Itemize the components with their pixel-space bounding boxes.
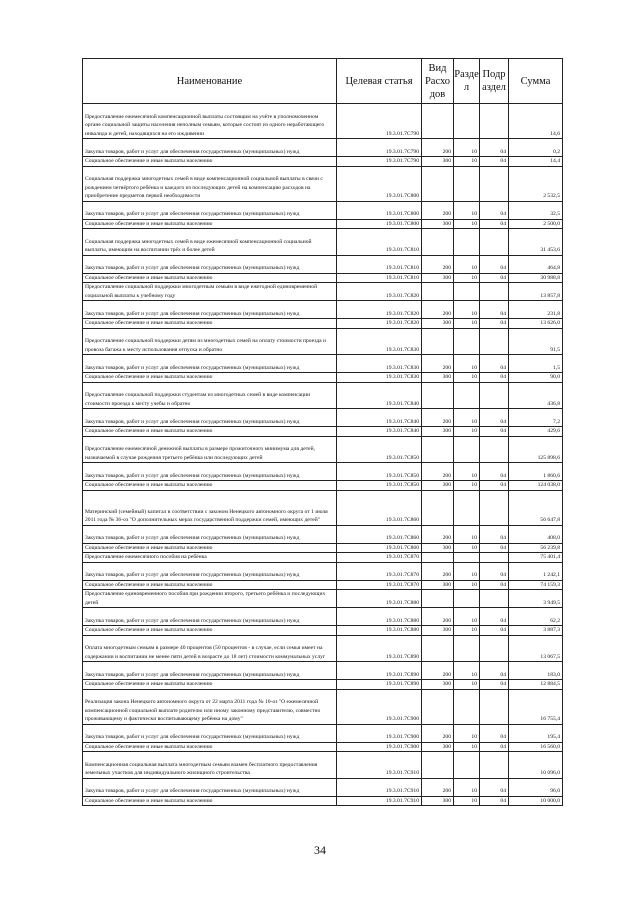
row-name: Социальное обеспечение и иные выплаты населению (83, 796, 337, 806)
row-section: 10 (454, 562, 480, 580)
row-target-code: 19.3.01.7С810 (337, 229, 422, 256)
row-expense-type: 300 (422, 427, 454, 437)
row-section: 10 (454, 319, 480, 329)
table-row (83, 255, 563, 273)
row-name: Материнский (семейный) капитал в соответствии с законом Ненецкого автономного округа от 1 июля 2011 года № 36-оз "О дополнительных мерах государственной поддержки семей, имеющих детей" (83, 490, 337, 525)
row-sum: 13 857,8 (509, 283, 563, 301)
table-row (83, 166, 563, 201)
row-expense-type: 300 (422, 543, 454, 553)
header-subsection: Подр аздел (480, 59, 509, 104)
table-row (83, 328, 563, 355)
row-name: Предоставление социальной поддержки многодетным семьям в виде ежегодной единовременной социальной выплаты к учебному году (83, 283, 337, 301)
row-target-code: 19.3.01.7С830 (337, 328, 422, 355)
table-row (83, 562, 563, 580)
table-row (83, 157, 563, 167)
row-subsection: 04 (480, 796, 509, 806)
row-name: Социальное обеспечение и иные выплаты населению (83, 543, 337, 553)
row-target-code: 19.3.01.7С880 (337, 590, 422, 608)
row-target-code: 19.3.01.7С800 (337, 219, 422, 229)
row-subsection: 04 (480, 319, 509, 329)
row-name: Закупка товаров, работ и услуг для обеспечения государственных (муниципальных) нужд (83, 139, 337, 157)
row-subsection: 04 (480, 219, 509, 229)
row-section (454, 689, 480, 724)
row-target-code: 19.3.01.7С790 (337, 104, 422, 139)
row-target-code: 19.3.01.7С890 (337, 662, 422, 680)
header-target: Целевая статья (337, 59, 422, 104)
row-section: 10 (454, 409, 480, 427)
row-expense-type: 300 (422, 157, 454, 167)
row-subsection: 04 (480, 742, 509, 752)
row-target-code: 19.3.01.7С800 (337, 166, 422, 201)
table-row (83, 752, 563, 779)
row-name: Закупка товаров, работ и услуг для обеспечения государственных (муниципальных) нужд (83, 301, 337, 319)
row-expense-type: 200 (422, 662, 454, 680)
row-target-code: 19.3.01.7С850 (337, 436, 422, 463)
row-sum: 31 453,6 (509, 229, 563, 256)
row-sum: 3 949,5 (509, 590, 563, 608)
row-sum: 12 884,5 (509, 680, 563, 690)
row-sum: 429,6 (509, 427, 563, 437)
row-target-code: 19.3.01.7С840 (337, 382, 422, 409)
row-sum: 7,2 (509, 409, 563, 427)
row-sum: 1 242,1 (509, 562, 563, 580)
row-expense-type: 200 (422, 778, 454, 796)
row-section: 10 (454, 201, 480, 219)
row-name: Предоставление ежемесячной компенсационной выплаты состоящим на учёте в уполномоченном органе социальной защиты населения неполным семьям, которые состоят из одного неработающего инвалида и детей, находящихся на его иждивении (83, 104, 337, 139)
table-body (83, 104, 563, 806)
row-sum: 1 860,6 (509, 463, 563, 481)
row-expense-type: 300 (422, 626, 454, 636)
row-section: 10 (454, 662, 480, 680)
row-target-code: 19.3.01.7С830 (337, 373, 422, 383)
row-expense-type: 200 (422, 463, 454, 481)
row-expense-type (422, 553, 454, 563)
row-name: Предоставление социальной поддержки студентам из многодетных семей в виде компенсации стоимости проезда к месту учебы и обратно (83, 382, 337, 409)
row-expense-type: 200 (422, 525, 454, 543)
row-name: Закупка товаров, работ и услуг для обеспечения государственных (муниципальных) нужд (83, 562, 337, 580)
row-expense-type: 300 (422, 373, 454, 383)
table-row (83, 219, 563, 229)
row-expense-type: 300 (422, 742, 454, 752)
row-expense-type: 200 (422, 355, 454, 373)
row-sum: 32,5 (509, 201, 563, 219)
row-sum: 408,0 (509, 525, 563, 543)
table-row (83, 355, 563, 373)
row-expense-type: 200 (422, 301, 454, 319)
row-expense-type (422, 328, 454, 355)
table-row (83, 481, 563, 491)
row-sum: 14,4 (509, 157, 563, 167)
row-name: Социальное обеспечение и иные выплаты населению (83, 273, 337, 283)
row-expense-type (422, 490, 454, 525)
row-subsection: 04 (480, 662, 509, 680)
row-expense-type (422, 166, 454, 201)
table-row (83, 796, 563, 806)
row-sum: 14,6 (509, 104, 563, 139)
row-section: 10 (454, 427, 480, 437)
row-sum: 125 898,6 (509, 436, 563, 463)
row-target-code: 19.3.01.7С880 (337, 608, 422, 626)
row-expense-type: 200 (422, 201, 454, 219)
row-target-code: 19.3.01.7С840 (337, 427, 422, 437)
row-sum: 74 159,3 (509, 580, 563, 590)
row-expense-type (422, 752, 454, 779)
table-header-row (83, 59, 563, 104)
row-expense-type (422, 382, 454, 409)
row-subsection: 04 (480, 580, 509, 590)
table-row (83, 373, 563, 383)
row-section: 10 (454, 778, 480, 796)
row-subsection: 04 (480, 724, 509, 742)
row-name: Социальное обеспечение и иные выплаты населению (83, 319, 337, 329)
row-section (454, 104, 480, 139)
row-name: Закупка товаров, работ и услуг для обеспечения государственных (муниципальных) нужд (83, 409, 337, 427)
row-expense-type: 300 (422, 680, 454, 690)
row-name: Закупка товаров, работ и услуг для обеспечения государственных (муниципальных) нужд (83, 525, 337, 543)
row-section: 10 (454, 724, 480, 742)
row-name: Социальное обеспечение и иные выплаты населению (83, 481, 337, 491)
row-sum: 56 239,8 (509, 543, 563, 553)
row-target-code: 19.3.01.7С850 (337, 481, 422, 491)
row-sum: 13 067,5 (509, 635, 563, 662)
row-subsection: 04 (480, 409, 509, 427)
row-section: 10 (454, 742, 480, 752)
row-sum: 16 560,0 (509, 742, 563, 752)
row-subsection: 04 (480, 427, 509, 437)
row-sum: 2 500,0 (509, 219, 563, 229)
row-name: Предоставление ежемесячной денежной выплаты в размере прожиточного минимума для детей, назначаемой в случае рождения третьего ребёнка или последующих детей (83, 436, 337, 463)
row-name: Социальное обеспечение и иные выплаты населению (83, 427, 337, 437)
row-section: 10 (454, 139, 480, 157)
table-row (83, 301, 563, 319)
row-expense-type: 300 (422, 481, 454, 491)
row-target-code: 19.3.01.7С820 (337, 301, 422, 319)
row-sum: 464,8 (509, 255, 563, 273)
row-target-code: 19.3.01.7С820 (337, 319, 422, 329)
row-section: 10 (454, 680, 480, 690)
row-expense-type: 300 (422, 796, 454, 806)
table-row (83, 635, 563, 662)
row-section (454, 328, 480, 355)
row-subsection (480, 553, 509, 563)
table-row (83, 525, 563, 543)
row-sum: 90,0 (509, 373, 563, 383)
row-sum: 10 096,0 (509, 752, 563, 779)
row-name: Социальное обеспечение и иные выплаты населению (83, 157, 337, 167)
row-target-code: 19.3.01.7С860 (337, 525, 422, 543)
table-row (83, 608, 563, 626)
row-sum: 75 401,4 (509, 553, 563, 563)
row-sum: 436,8 (509, 382, 563, 409)
row-name: Социальная поддержка многодетных семей в виде компенсационной социальной выплаты в связи с рождением четвёртого ребёнка и каждого из последующих детей на компенсацию расходов на приобретение предметов первой необходимости (83, 166, 337, 201)
row-section (454, 166, 480, 201)
row-sum: 195,4 (509, 724, 563, 742)
row-section: 10 (454, 255, 480, 273)
row-subsection: 04 (480, 157, 509, 167)
row-expense-type (422, 689, 454, 724)
row-section: 10 (454, 608, 480, 626)
row-section: 10 (454, 580, 480, 590)
row-name: Предоставление единовременного пособия при рождении второго, третьего ребёнка и последующих детей (83, 590, 337, 608)
row-expense-type: 300 (422, 580, 454, 590)
table-row (83, 409, 563, 427)
row-section: 10 (454, 796, 480, 806)
table-row (83, 490, 563, 525)
row-name: Закупка товаров, работ и услуг для обеспечения государственных (муниципальных) нужд (83, 724, 337, 742)
row-name: Социальное обеспечение и иные выплаты населению (83, 373, 337, 383)
row-subsection (480, 436, 509, 463)
row-expense-type (422, 283, 454, 301)
row-target-code: 19.3.01.7С900 (337, 742, 422, 752)
row-target-code: 19.3.01.7С900 (337, 689, 422, 724)
row-target-code: 19.3.01.7С860 (337, 490, 422, 525)
row-expense-type: 300 (422, 319, 454, 329)
row-subsection: 04 (480, 355, 509, 373)
row-target-code: 19.3.01.7С850 (337, 463, 422, 481)
row-sum: 231,8 (509, 301, 563, 319)
table-row (83, 662, 563, 680)
row-subsection: 04 (480, 680, 509, 690)
header-sum: Сумма (509, 59, 563, 104)
row-expense-type: 300 (422, 273, 454, 283)
row-subsection (480, 752, 509, 779)
table-row (83, 778, 563, 796)
row-expense-type (422, 229, 454, 256)
row-target-code: 19.3.01.7С870 (337, 553, 422, 563)
row-section: 10 (454, 301, 480, 319)
header-type: Вид Расхо дов (422, 59, 454, 104)
row-target-code: 19.3.01.7С900 (337, 724, 422, 742)
table-row (83, 543, 563, 553)
row-expense-type: 200 (422, 724, 454, 742)
row-name: Социальное обеспечение и иные выплаты населению (83, 626, 337, 636)
row-subsection (480, 590, 509, 608)
row-target-code: 19.3.01.7С890 (337, 680, 422, 690)
row-subsection (480, 689, 509, 724)
row-subsection: 04 (480, 608, 509, 626)
row-subsection (480, 166, 509, 201)
row-subsection (480, 490, 509, 525)
row-section (454, 382, 480, 409)
row-section: 10 (454, 525, 480, 543)
row-expense-type (422, 635, 454, 662)
table-row (83, 201, 563, 219)
row-target-code: 19.3.01.7С810 (337, 273, 422, 283)
row-sum: 62,2 (509, 608, 563, 626)
row-subsection: 04 (480, 525, 509, 543)
row-subsection: 04 (480, 301, 509, 319)
row-sum: 2 532,5 (509, 166, 563, 201)
row-sum: 183,0 (509, 662, 563, 680)
row-section: 10 (454, 481, 480, 491)
row-subsection (480, 635, 509, 662)
row-subsection: 04 (480, 463, 509, 481)
row-expense-type: 200 (422, 139, 454, 157)
row-name: Закупка товаров, работ и услуг для обеспечения государственных (муниципальных) нужд (83, 255, 337, 273)
row-name: Социальное обеспечение и иные выплаты населению (83, 580, 337, 590)
row-sum: 96,0 (509, 778, 563, 796)
row-section: 10 (454, 373, 480, 383)
row-subsection: 04 (480, 481, 509, 491)
row-section: 10 (454, 626, 480, 636)
row-target-code: 19.3.01.7С860 (337, 543, 422, 553)
row-subsection (480, 229, 509, 256)
row-subsection: 04 (480, 778, 509, 796)
table-row (83, 689, 563, 724)
row-name: Социальное обеспечение и иные выплаты населению (83, 742, 337, 752)
row-section (454, 229, 480, 256)
row-target-code: 19.3.01.7С910 (337, 796, 422, 806)
row-target-code: 19.3.01.7С830 (337, 355, 422, 373)
row-sum: 16 755,4 (509, 689, 563, 724)
row-sum: 124 038,0 (509, 481, 563, 491)
row-subsection (480, 104, 509, 139)
header-section: Разде л (454, 59, 480, 104)
row-subsection: 04 (480, 255, 509, 273)
row-target-code: 19.3.01.7С870 (337, 580, 422, 590)
table-row (83, 229, 563, 256)
row-subsection: 04 (480, 626, 509, 636)
budget-table (82, 58, 563, 806)
row-target-code: 19.3.01.7С810 (337, 255, 422, 273)
row-section: 10 (454, 355, 480, 373)
row-target-code: 19.3.01.7С800 (337, 201, 422, 219)
table-row (83, 553, 563, 563)
row-target-code: 19.3.01.7С870 (337, 562, 422, 580)
row-subsection: 04 (480, 562, 509, 580)
row-section (454, 590, 480, 608)
row-sum: 30 988,8 (509, 273, 563, 283)
row-name: Реализация закона Ненецкого автономного округа от 22 марта 2011 года № 10-оз "О ежемесячной компенсационной социальной выплате родителю или иному законному представителю, совместно проживающему и фактически воспитывающему ребёнка на дому" (83, 689, 337, 724)
table-row (83, 436, 563, 463)
row-target-code: 19.3.01.7С790 (337, 139, 422, 157)
table-row (83, 590, 563, 608)
row-subsection: 04 (480, 201, 509, 219)
row-name: Социальное обеспечение и иные выплаты населению (83, 680, 337, 690)
row-target-code: 19.3.01.7С790 (337, 157, 422, 167)
table-row (83, 580, 563, 590)
row-target-code: 19.3.01.7С890 (337, 635, 422, 662)
row-name: Социальная поддержка многодетных семей в виде ежемесячной компенсационной социальной выплаты, имеющим на воспитании трёх и более детей (83, 229, 337, 256)
row-subsection: 04 (480, 139, 509, 157)
table-row (83, 283, 563, 301)
row-subsection (480, 283, 509, 301)
row-name: Закупка товаров, работ и услуг для обеспечения государственных (муниципальных) нужд (83, 778, 337, 796)
row-sum: 1,5 (509, 355, 563, 373)
table-row (83, 680, 563, 690)
row-name: Компенсационная социальная выплата многодетным семьям взамен бесплатного предоставления земельных участков для индивидуального жилищного строительства (83, 752, 337, 779)
table-row (83, 104, 563, 139)
header-name: Наименование (83, 59, 337, 104)
row-target-code: 19.3.01.7С880 (337, 626, 422, 636)
row-expense-type (422, 104, 454, 139)
row-expense-type: 300 (422, 219, 454, 229)
row-expense-type: 200 (422, 562, 454, 580)
row-expense-type: 200 (422, 608, 454, 626)
row-name: Закупка товаров, работ и услуг для обеспечения государственных (муниципальных) нужд (83, 201, 337, 219)
row-sum: 0,2 (509, 139, 563, 157)
row-section: 10 (454, 463, 480, 481)
row-name: Предоставление ежемесячного пособия на ребёнка (83, 553, 337, 563)
row-section: 10 (454, 157, 480, 167)
table-row (83, 382, 563, 409)
row-sum: 91,5 (509, 328, 563, 355)
row-sum: 13 626,0 (509, 319, 563, 329)
row-name: Оплата многодетным семьям в размере 40 процентов (50 процентов - в случае, если семья имеет на содержании и воспитании не менее пяти детей в возрасте до 18 лет) стоимости коммунальных услуг (83, 635, 337, 662)
row-expense-type (422, 436, 454, 463)
table-row (83, 273, 563, 283)
row-section: 10 (454, 273, 480, 283)
row-section (454, 635, 480, 662)
row-section (454, 553, 480, 563)
row-expense-type: 200 (422, 255, 454, 273)
row-section (454, 490, 480, 525)
row-sum: 10 000,0 (509, 796, 563, 806)
table-row (83, 463, 563, 481)
row-name: Закупка товаров, работ и услуг для обеспечения государственных (муниципальных) нужд (83, 662, 337, 680)
table-row (83, 626, 563, 636)
document-page (82, 58, 562, 806)
row-section (454, 283, 480, 301)
row-section (454, 436, 480, 463)
row-target-code: 19.3.01.7С820 (337, 283, 422, 301)
row-subsection (480, 382, 509, 409)
row-target-code: 19.3.01.7С910 (337, 752, 422, 779)
row-section (454, 752, 480, 779)
row-section: 10 (454, 543, 480, 553)
row-expense-type (422, 590, 454, 608)
row-target-code: 19.3.01.7С840 (337, 409, 422, 427)
row-subsection (480, 328, 509, 355)
row-name: Закупка товаров, работ и услуг для обеспечения государственных (муниципальных) нужд (83, 463, 337, 481)
row-name: Закупка товаров, работ и услуг для обеспечения государственных (муниципальных) нужд (83, 355, 337, 373)
row-expense-type: 200 (422, 409, 454, 427)
row-name: Социальное обеспечение и иные выплаты населению (83, 219, 337, 229)
page-number: 34 (314, 843, 326, 857)
row-subsection: 04 (480, 543, 509, 553)
row-sum: 56 647,8 (509, 490, 563, 525)
row-section: 10 (454, 219, 480, 229)
table-row (83, 427, 563, 437)
row-subsection: 04 (480, 373, 509, 383)
row-subsection: 04 (480, 273, 509, 283)
table-row (83, 724, 563, 742)
table-row (83, 139, 563, 157)
table-row (83, 319, 563, 329)
row-name: Закупка товаров, работ и услуг для обеспечения государственных (муниципальных) нужд (83, 608, 337, 626)
row-sum: 3 887,3 (509, 626, 563, 636)
row-target-code: 19.3.01.7С910 (337, 778, 422, 796)
table-row (83, 742, 563, 752)
row-name: Предоставление социальной поддержки детям из многодетных семей на оплату стоимости проезда и провоза багажа к месту использования отпуска и обратно (83, 328, 337, 355)
